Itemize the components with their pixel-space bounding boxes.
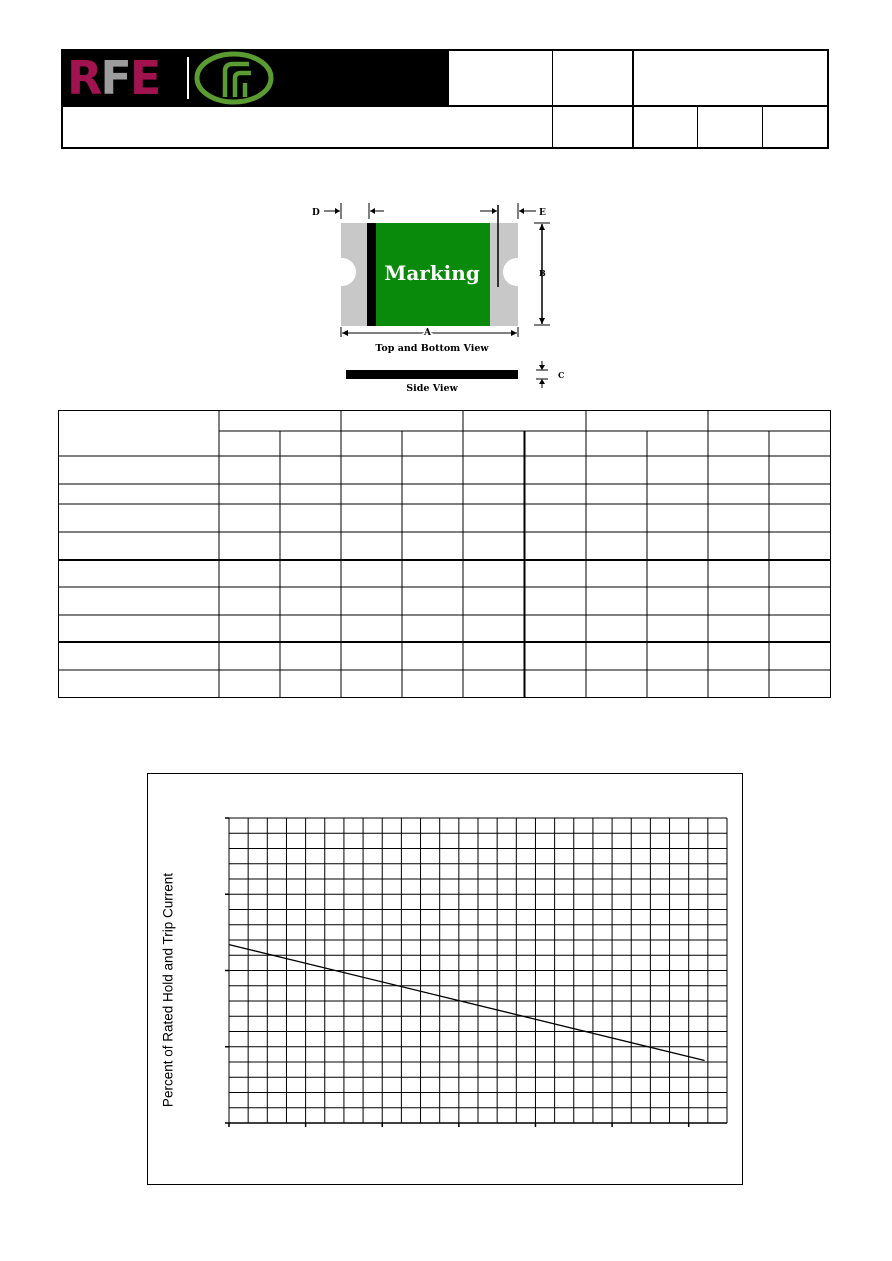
label-a: A [424,328,431,338]
logo-letter-f: F [100,51,130,105]
label-c: C [558,370,565,380]
chart-grid [229,818,727,1123]
label-d: D [312,208,320,218]
chart-axis-ticks [225,818,689,1127]
logo-letter-r: R [67,51,101,105]
logo-letter-e: E [129,51,160,105]
side-view-caption: Side View [406,383,458,394]
top-view-caption: Top and Bottom View [375,343,489,354]
label-b: B [539,268,546,278]
label-e: E [539,208,546,218]
chart-y-axis-label: Percent of Rated Hold and Trip Current [160,872,176,1108]
marking-label: Marking [384,261,480,285]
chart-series-line [229,945,705,1061]
